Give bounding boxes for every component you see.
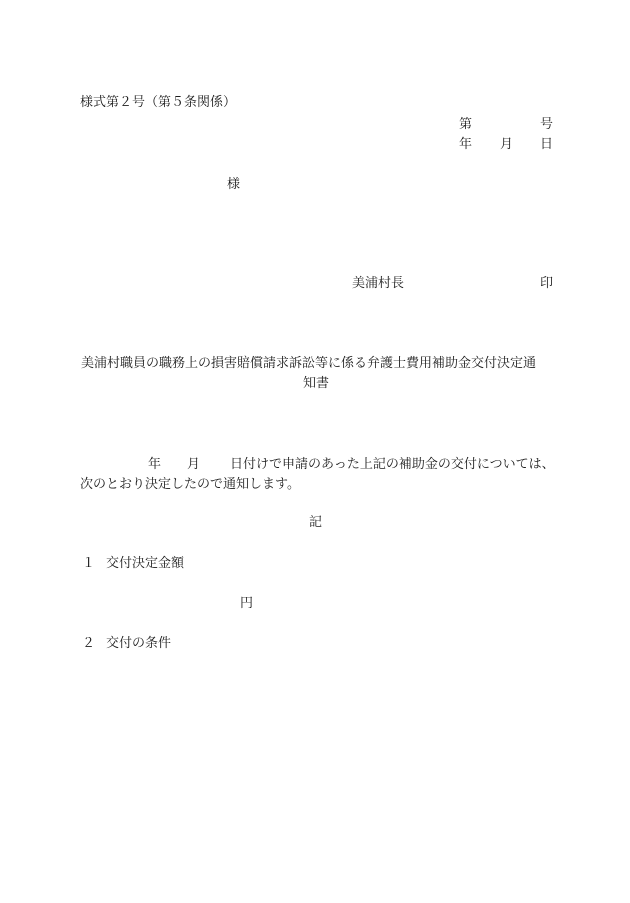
issuer-seal-mark: 印 [540,276,554,291]
addressee-honorific: 様 [227,177,241,192]
item-label-grant-amount: 交付決定金額 [106,556,185,571]
record-heading: 記 [309,515,323,530]
date-day-label: 日 [540,137,554,152]
date-year-label: 年 [459,137,473,152]
issuer-name: 美浦村長 [352,276,405,291]
amount-currency-unit: 円 [240,596,254,611]
document-number-suffix: 号 [540,117,554,132]
body-text-line-1: 日付けで申請のあった上記の補助金の交付については、 [230,457,555,472]
item-number: ２ [82,636,96,651]
body-month-label: 月 [187,457,201,472]
body-year-label: 年 [148,457,162,472]
document-title-line-1: 美浦村職員の職務上の損害賠償請求訴訟等に係る弁護士費用補助金交付決定通 [81,356,537,371]
form-number-label: 様式第２号（第５条関係） [80,95,237,110]
date-month-label: 月 [500,137,514,152]
item-number: １ [82,556,96,571]
document-title-line-2: 知書 [303,376,330,391]
document-number-prefix: 第 [459,117,473,132]
body-text-line-2: 次のとおり決定したので通知します。 [80,477,300,492]
item-label-grant-conditions: 交付の条件 [106,636,172,651]
